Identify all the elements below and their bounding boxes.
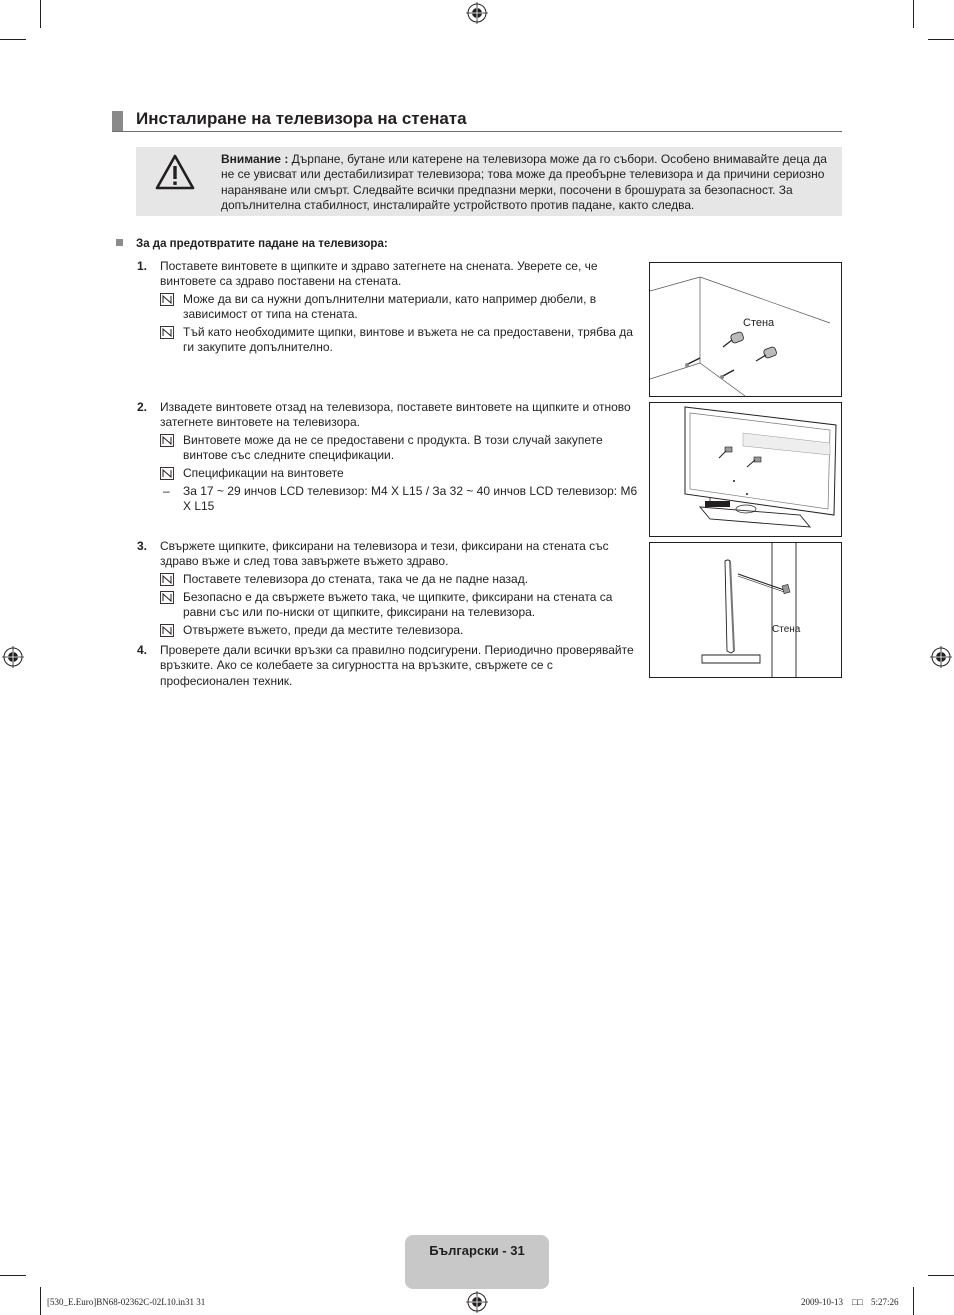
registration-mark-icon bbox=[466, 2, 488, 24]
figure-tv-back bbox=[649, 402, 842, 537]
note-icon bbox=[160, 467, 174, 480]
step-number: 4. bbox=[137, 643, 148, 657]
note-icon bbox=[160, 624, 174, 637]
step-text: Извадете винтовете отзад на телевизора, поставете винтовете на щипките и отново затегнете винтовете на телевизора. bbox=[160, 400, 631, 430]
title-divider bbox=[112, 131, 842, 132]
wall-screws-illustration bbox=[650, 263, 841, 396]
clamp-icon bbox=[756, 346, 777, 361]
note-text: Поставете телевизора до стената, така че да не падне назад. bbox=[183, 572, 529, 586]
registration-mark-icon bbox=[466, 1291, 488, 1313]
warning-text bbox=[221, 152, 833, 213]
print-date: 2009-10-13 bbox=[801, 1297, 843, 1307]
crop-mark bbox=[928, 39, 954, 40]
title-accent-bar bbox=[112, 111, 123, 131]
figure-wall-screws bbox=[649, 262, 842, 397]
crop-mark bbox=[928, 1275, 954, 1276]
warning-body: Дърпане, бутане или катерене на телевизора може да го събори. Особено внимавайте деца да не се увисват или дестабилизират телевизора; това може да преобърне телевизора и да причини сериозно нараняване или смърт. Следвайте всички предпазни мерки, посочени в брошурата за безопасност. За допълнителна стабилност, инсталирайте устройството против падане, както следва. bbox=[221, 152, 827, 212]
screw-spec-text: За 17 ~ 29 инчов LCD телевизор: M4 X L15 / За 32 ~ 40 инчов LCD телевизор: M6 X L15 bbox=[183, 484, 638, 514]
note-text: Тъй като необходимите щипки, винтове и въжета не са предоставени, трябва да ги закупите допълнително. bbox=[183, 325, 633, 355]
note-text: Безопасно е да свържете въжето така, че щипките, фиксирани на стената са равни със или по-ниски от щипките, фиксирани на телевизора. bbox=[183, 590, 613, 620]
intro-text: За да предотвратите падане на телевизора: bbox=[136, 238, 388, 250]
page-number: Български - 31 bbox=[429, 1243, 525, 1258]
intro-heading bbox=[116, 238, 388, 250]
warning-box bbox=[136, 147, 842, 216]
step-text: Поставете винтовете в щипките и здраво затегнете на снената. Уверете се, че винтовете са здраво поставени на стената. bbox=[160, 259, 598, 289]
crop-mark bbox=[40, 0, 41, 28]
note-text: Отвържете въжето, преди да местите телевизора. bbox=[183, 623, 464, 637]
print-time: 5:27:26 bbox=[871, 1297, 899, 1307]
clamp-icon bbox=[723, 331, 744, 347]
wall-label: Стена bbox=[772, 624, 801, 635]
clamp-icon bbox=[782, 584, 790, 593]
warning-label: Внимание : bbox=[221, 152, 289, 166]
warning-triangle-icon bbox=[155, 154, 195, 190]
dash-mark: – bbox=[163, 484, 170, 498]
figure-tv-tied-to-wall bbox=[649, 542, 842, 678]
registration-mark-icon bbox=[2, 646, 24, 668]
note-text: Спецификации на винтовете bbox=[183, 466, 344, 480]
note-icon bbox=[160, 434, 174, 447]
print-mid: □□ bbox=[852, 1297, 863, 1307]
note-text: Може да ви са нужни допълнителни материали, като например дюбели, в зависимост от типа на стената. bbox=[183, 292, 597, 322]
wall-label: Стена bbox=[743, 317, 775, 329]
page-number-tab bbox=[405, 1235, 549, 1289]
step-number: 1. bbox=[137, 259, 148, 273]
note-icon bbox=[160, 326, 174, 339]
page-title: Инсталиране на телевизора на стената bbox=[136, 109, 467, 128]
crop-mark bbox=[913, 0, 914, 28]
screw-icon bbox=[720, 370, 734, 379]
step-number: 3. bbox=[137, 539, 148, 553]
step-text: Проверете дали всички връзки са правилно подсигурени. Периодично проверявайте връзките. Ако се колебаете за сигурността на връзките, свържете се с професионален техник. bbox=[160, 643, 634, 688]
note-text: Винтовете може да не се предоставени с продукта. В този случай закупете винтове със следните спецификации. bbox=[183, 433, 603, 463]
crop-mark bbox=[0, 1275, 26, 1276]
crop-mark bbox=[913, 1287, 914, 1315]
crop-mark bbox=[0, 39, 26, 40]
registration-mark-icon bbox=[930, 646, 952, 668]
crop-mark bbox=[40, 1287, 41, 1315]
tv-side-illustration bbox=[650, 543, 841, 677]
note-icon bbox=[160, 591, 174, 604]
print-file-info: [530_E.Euro]BN68-02362C-02L10.in31 31 bbox=[47, 1297, 206, 1307]
step-text: Свържете щипките, фиксирани на телевизора и тези, фиксирани на стената със здраво въже и след това завържете въжето здраво. bbox=[160, 539, 609, 569]
note-icon bbox=[160, 573, 174, 586]
bullet-square-icon bbox=[116, 239, 123, 246]
step-number: 2. bbox=[137, 400, 148, 414]
tv-back-illustration bbox=[650, 403, 841, 536]
note-icon bbox=[160, 293, 174, 306]
